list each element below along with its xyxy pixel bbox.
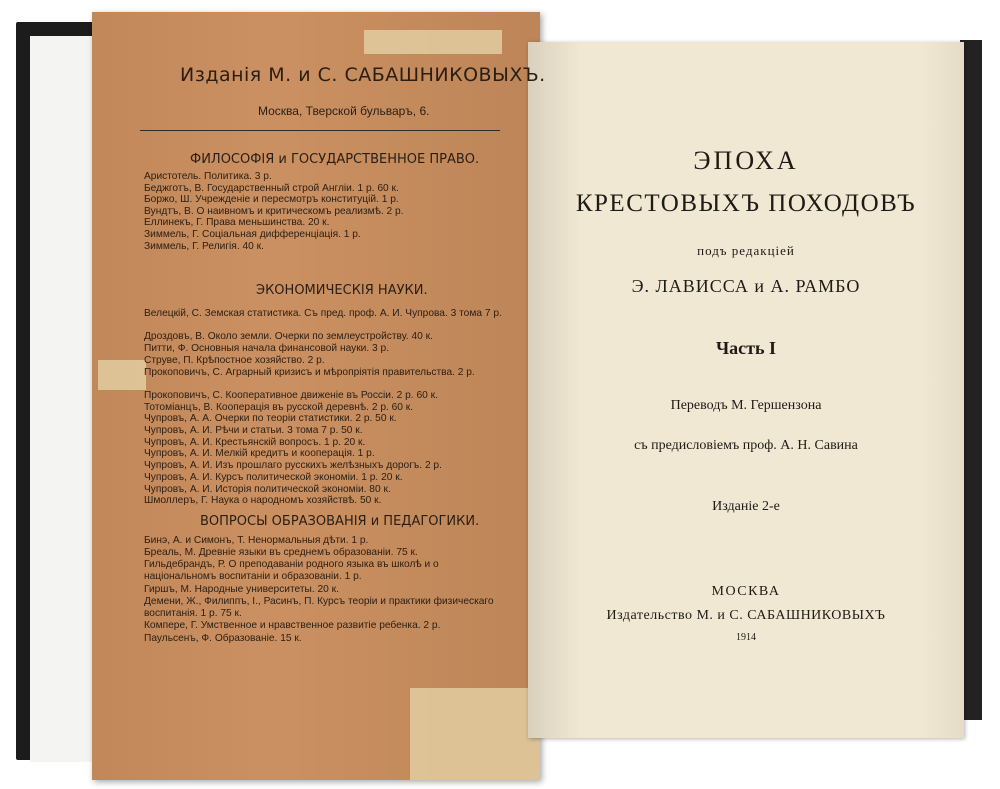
publisher-address: Москва, Тверской бульваръ, 6. (258, 104, 430, 118)
catalog-entry: Гиршъ, М. Народные университеты. 20 к. (144, 583, 339, 595)
catalog-entry: Компере, Г. Умственное и нравственное развитіе ребенка. 2 р. (144, 620, 441, 632)
divider (140, 130, 500, 131)
catalog-entry: Еллинекъ, Г. Права меньшинства. 20 к. (144, 217, 330, 229)
catalog-entry: Чупровъ, А. И. Исторія политической экономіи. 80 к. (144, 483, 391, 495)
catalog-entry: Шмоллеръ, Г. Наука о народномъ хозяйствѣ. 50 к. (144, 495, 382, 507)
catalog-entry: Прокоповичъ, С. Аграрный кризисъ и мѣропріятія правительства. 2 р. (144, 366, 475, 378)
catalog-entry: Аристотель. Политика. 3 р. (144, 171, 272, 182)
section-heading-philosophy: ФИЛОСОФІЯ и ГОСУДАРСТВЕННОЕ ПРАВО. (190, 152, 480, 167)
publisher: Издательство М. и С. САБАШНИКОВЫХЪ (606, 608, 886, 623)
catalog-entry: Питти, Ф. Основныя начала финансовой науки. 3 р. (144, 343, 390, 355)
catalog-entry: Чупровъ, А. И. Мелкій кредитъ и кооперація. 1 р. (144, 448, 375, 460)
catalog-entry: Бреаль, М. Древніе языки въ среднемъ образованіи. 75 к. (144, 547, 418, 559)
under-editorship: подъ редакціей (697, 243, 795, 258)
title-line-1: ЭПОХА (693, 146, 799, 175)
endpaper (30, 36, 100, 762)
catalog-entry: Боржо, Ш. Учрежденіе и пересмотръ конституцій. 1 р. (144, 194, 399, 206)
preface-author: съ предисловіемъ проф. А. Н. Савина (634, 438, 858, 453)
catalog-entry: Зиммель, Г. Религія. 40 к. (144, 240, 264, 252)
tape-left (98, 360, 146, 390)
edition: Изданіе 2-е (712, 499, 780, 514)
catalog-entry: Дроздовъ, В. Около земли. Очерки по землеустройству. 40 к. (144, 331, 433, 343)
catalog-entry: Бинэ, А. и Симонъ, Т. Ненормальныя дѣти. 1 р. (144, 535, 369, 546)
catalog-entry: Тотоміанцъ, В. Кооперація въ русской деревнѣ. 2 р. 60 к. (144, 401, 414, 413)
catalog-entry: Велецкій, С. Земская статистика. Съ пред. проф. А. И. Чупрова. 3 тома 7 р. (144, 308, 502, 319)
catalog-entry: Чупровъ, А. И. Рѣчи и статьи. 3 тома 7 р. 50 к. (144, 425, 363, 436)
catalog-entry: Струве, П. Крѣпостное хозяйство. 2 р. (144, 354, 325, 366)
catalog-entry: Демени, Ж., Филиппъ, І., Расинъ, П. Курсъ теоріи и практики физическаго воспитанія. 1 р. 75 к. (144, 596, 494, 619)
catalog-entry: Чупровъ, А. И. Курсъ политической экономіи. 1 р. 20 к. (144, 471, 403, 483)
tape-bottom (410, 688, 540, 780)
year: 1914 (736, 632, 756, 643)
catalog-entry: Паульсенъ, Ф. Образованіе. 15 к. (144, 632, 302, 644)
publisher-title: Изданія М. и С. САБАШНИКОВЫХЪ. (180, 64, 546, 86)
city: МОСКВА (711, 584, 781, 599)
section-heading-education: ВОПРОСЫ ОБРАЗОВАНІЯ и ПЕДАГОГИКИ. (200, 514, 480, 529)
catalog-entry: Прокоповичъ, С. Кооперативное движеніе въ Россіи. 2 р. 60 к. (144, 389, 438, 401)
part-number: Часть I (715, 338, 777, 358)
section-heading-economics: ЭКОНОМИЧЕСКІЯ НАУКИ. (256, 283, 428, 298)
translator: Переводъ М. Гершензона (670, 398, 822, 413)
catalog-entry: Чупровъ, А. И. Крестьянскій вопросъ. 1 р. 20 к. (144, 436, 366, 448)
catalog-entry: Зиммель, Г. Соціальная дифференціація. 1 р. (144, 229, 361, 240)
editors: Э. ЛАВИССА и А. РАМБО (631, 276, 861, 296)
tape-top (364, 30, 502, 54)
catalog-entry: Гильдебрандъ, Р. О преподаваніи родного языка въ школѣ и о національномъ воспитаніи и образованіи. 1 р. (144, 559, 439, 583)
catalog-entry: Чупровъ, А. И. Изъ прошлаго русскихъ желѣзныхъ дорогъ. 2 р. (144, 460, 442, 472)
title-line-2: КРЕСТОВЫХЪ ПОХОДОВЪ (575, 190, 917, 217)
catalog-entry: Беджготъ, В. Государственный строй Англіи. 1 р. 60 к. (144, 182, 399, 194)
catalog-entry: Чупровъ, А. А. Очерки по теоріи статистики. 2 р. 50 к. (144, 413, 397, 425)
catalog-entry: Вундтъ, В. О наивномъ и критическомъ реализмѣ. 2 р. (144, 205, 404, 217)
